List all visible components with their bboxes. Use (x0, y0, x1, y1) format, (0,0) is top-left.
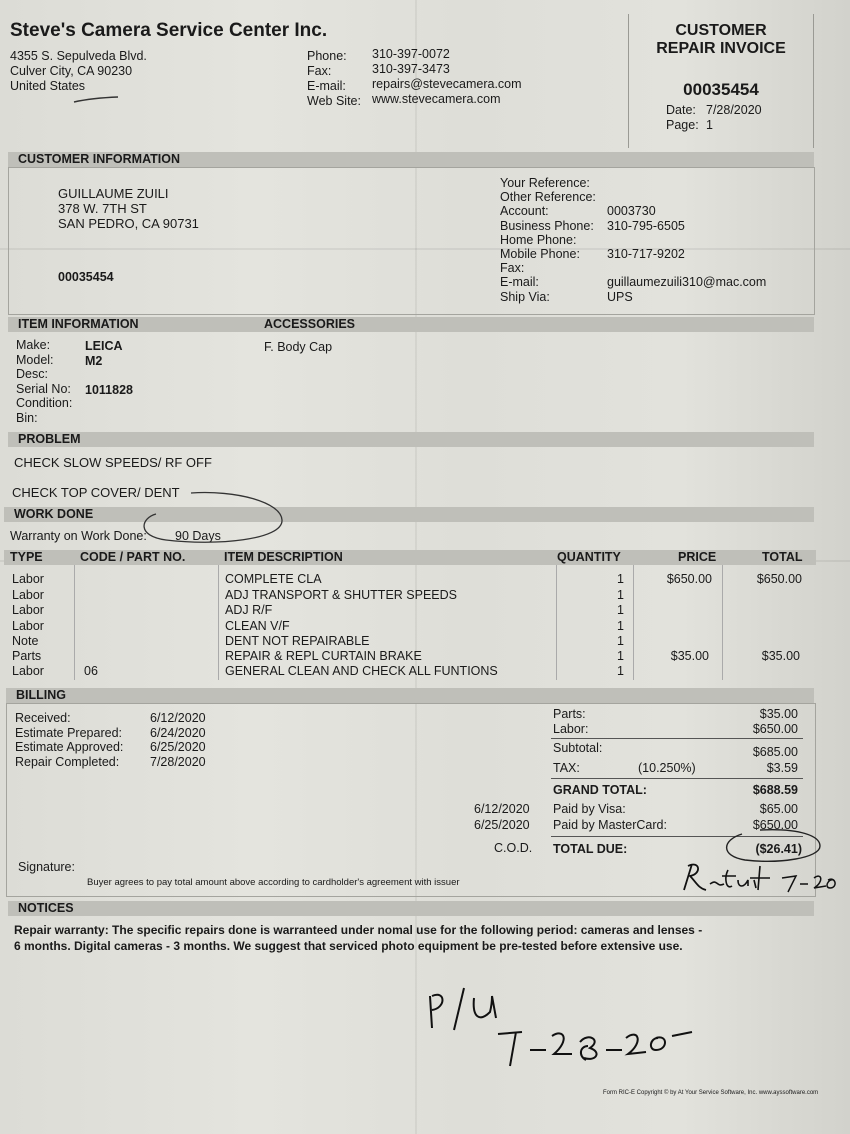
customer-street: 378 W. 7TH ST (58, 201, 147, 216)
field-label: Account: (500, 204, 549, 219)
account-number: 0003730 (607, 204, 656, 219)
visa-amount: $65.00 (759, 802, 798, 816)
row-type: Labor (12, 664, 44, 678)
item-make: LEICA (85, 339, 123, 353)
address-country: United States (10, 79, 86, 93)
bin-label: Bin: (16, 410, 38, 425)
model-label: Model: (16, 352, 54, 367)
column-header-total: TOTAL (762, 550, 803, 564)
phone-value: 310-397-0072 (372, 47, 450, 61)
estimate-prepared-label: Estimate Prepared: (15, 725, 122, 740)
row-description: CLEAN V/F (225, 619, 290, 633)
problem-line: CHECK TOP COVER/ DENT (12, 485, 180, 500)
handwritten-refund-note (678, 856, 850, 898)
row-description: COMPLETE CLA (225, 572, 322, 586)
divider (551, 738, 803, 739)
company-name: Steve's Camera Service Center Inc. (10, 20, 328, 41)
handwritten-pickup-date (492, 1016, 702, 1072)
customer-field-labels (500, 176, 596, 304)
labor-label: Labor: (553, 722, 589, 736)
field-value (607, 190, 766, 204)
invoice-date: 7/28/2020 (706, 103, 762, 117)
row-description: DENT NOT REPAIRABLE (225, 634, 370, 648)
received-label: Received: (15, 711, 71, 725)
invoice-title-line: REPAIR INVOICE (656, 40, 786, 57)
billing-date-labels (15, 711, 123, 769)
tax-label: TAX: (553, 761, 580, 775)
estimate-approved-label: Estimate Approved: (15, 740, 124, 754)
row-type: Note (12, 634, 39, 648)
visa-date: 6/12/2020 (474, 802, 530, 816)
item-labels (16, 338, 72, 425)
cod-label: C.O.D. (494, 841, 533, 855)
phone-label: Phone: (307, 49, 347, 63)
pen-mark-icon (72, 94, 122, 106)
invoice-title-box (628, 14, 814, 148)
parts-label: Parts: (553, 707, 586, 721)
column-divider (556, 565, 557, 680)
column-header-type: TYPE (10, 550, 43, 564)
agreement-text: Buyer agrees to pay total amount above according to cardholder's agreement with issuer (87, 877, 460, 888)
invoice-meta-values (706, 103, 762, 133)
labor-amount: $650.00 (752, 722, 798, 736)
customer-name: GUILLAUME ZUILI (58, 186, 169, 201)
row-total: $650.00 (756, 572, 802, 586)
invoice-number: 00035454 (683, 80, 759, 99)
total-due-label: TOTAL DUE: (553, 842, 628, 856)
customer-address (58, 186, 199, 231)
estimate-approved-date: 6/25/2020 (150, 740, 206, 754)
row-type: Labor (12, 619, 44, 633)
mastercard-amount: $650.00 (752, 818, 798, 832)
form-copyright: Form RIC-E Copyright © by At Your Service Software, Inc. www.ayssoftware.com (603, 1090, 819, 1096)
billing-section-header: BILLING (6, 688, 814, 703)
column-header-price: PRICE (678, 550, 717, 564)
fax-label: Fax: (307, 64, 332, 78)
company-address (10, 49, 147, 94)
field-label: Home Phone: (500, 232, 577, 247)
customer-city: SAN PEDRO, CA 90731 (58, 216, 199, 231)
address-line: Culver City, CA 90230 (10, 64, 133, 78)
field-label: Ship Via: (500, 289, 550, 304)
customer-section-header: CUSTOMER INFORMATION (8, 152, 814, 167)
signature-label: Signature: (18, 860, 75, 874)
field-value (607, 176, 766, 190)
business-phone: 310-795-6505 (607, 218, 685, 233)
tax-amount: $3.59 (766, 761, 798, 775)
estimate-prepared-date: 6/24/2020 (150, 725, 206, 740)
column-divider (74, 565, 75, 680)
problem-line: CHECK SLOW SPEEDS/ RF OFF (14, 455, 212, 470)
row-type: Labor (12, 603, 44, 617)
contact-values (372, 47, 522, 107)
row-type: Labor (12, 572, 44, 586)
column-divider (633, 565, 634, 680)
work-section-header: WORK DONE (4, 507, 814, 522)
row-quantity: 1 (617, 619, 624, 633)
item-section-header (8, 317, 814, 332)
make-label: Make: (16, 338, 51, 352)
fax-value: 310-397-3473 (372, 62, 450, 76)
tax-rate: (10.250%) (638, 761, 696, 775)
pen-circle-icon (136, 488, 288, 550)
repair-completed-label: Repair Completed: (15, 754, 120, 769)
customer-email: guillaumezuili310@mac.com (607, 275, 767, 290)
page-label: Page: (666, 118, 699, 132)
website-value: www.stevecamera.com (372, 92, 501, 106)
column-header-description: ITEM DESCRIPTION (224, 550, 343, 564)
warranty-label: Warranty on Work Done: (10, 529, 147, 543)
column-header-quantity: QUANTITY (557, 550, 621, 564)
table-header (4, 550, 816, 565)
date-label: Date: (666, 103, 696, 117)
row-description: GENERAL CLEAN AND CHECK ALL FUNTIONS (225, 664, 498, 678)
row-description: ADJ TRANSPORT & SHUTTER SPEEDS (225, 588, 457, 602)
accessories-header: ACCESSORIES (264, 317, 355, 331)
grand-total-amount: $688.59 (752, 783, 798, 797)
customer-field-values (607, 176, 766, 304)
grand-total-label: GRAND TOTAL: (553, 783, 647, 797)
field-label: E-mail: (500, 275, 539, 290)
accessory-item: F. Body Cap (264, 340, 333, 354)
address-line: 4355 S. Sepulveda Blvd. (10, 49, 147, 63)
divider (551, 778, 803, 779)
serial-label: Serial No: (16, 381, 71, 396)
row-price: $650.00 (666, 572, 712, 586)
row-quantity: 1 (617, 603, 624, 617)
problem-section-header: PROBLEM (8, 432, 814, 447)
received-date: 6/12/2020 (150, 711, 206, 725)
notices-section-header: NOTICES (8, 901, 814, 916)
mobile-phone: 310-717-9202 (607, 247, 685, 262)
mastercard-label: Paid by MasterCard: (553, 818, 667, 832)
column-divider (218, 565, 219, 680)
notice-line: 6 months. Digital cameras - 3 months. We suggest that serviced photo equipment be pre-tested before extensive use. (14, 939, 683, 953)
email-value: repairs@stevecamera.com (372, 77, 522, 91)
field-label: Business Phone: (500, 218, 594, 233)
customer-ref-number: 00035454 (58, 270, 114, 284)
field-value (607, 233, 766, 247)
row-type: Labor (12, 588, 44, 602)
item-model: M2 (85, 354, 103, 368)
row-type: Parts (12, 649, 42, 663)
field-label: Other Reference: (500, 190, 596, 205)
field-value (607, 261, 766, 275)
visa-label: Paid by Visa: (553, 802, 626, 816)
notice-line: Repair warranty: The specific repairs done is warranteed under nomal use for the following period: cameras and lenses - (14, 923, 703, 937)
item-header-label: ITEM INFORMATION (18, 317, 139, 331)
invoice-title-line: CUSTOMER (675, 22, 767, 39)
total-due-amount: ($26.41) (755, 842, 802, 856)
row-description: ADJ R/F (225, 603, 273, 617)
row-quantity: 1 (617, 649, 624, 663)
warranty-value: 90 Days (175, 529, 221, 543)
invoice-meta-labels (666, 103, 699, 133)
row-quantity: 1 (617, 664, 624, 678)
email-label: E-mail: (307, 79, 346, 93)
ship-via: UPS (607, 289, 633, 304)
repair-completed-date: 7/28/2020 (150, 754, 206, 769)
condition-label: Condition: (16, 396, 73, 410)
subtotal-amount: $685.00 (752, 745, 798, 759)
desc-label: Desc: (16, 367, 48, 381)
row-quantity: 1 (617, 634, 624, 648)
row-description: REPAIR & REPL CURTAIN BRAKE (225, 649, 422, 663)
subtotal-label: Subtotal: (553, 741, 603, 755)
contact-labels (307, 49, 361, 109)
field-label: Fax: (500, 261, 525, 276)
column-divider (722, 565, 723, 680)
field-label: Mobile Phone: (500, 247, 580, 262)
invoice-page: 1 (706, 118, 713, 132)
row-total: $35.00 (761, 649, 800, 663)
row-quantity: 1 (617, 588, 624, 602)
billing-date-values (150, 711, 206, 769)
notices-text (14, 922, 702, 954)
row-quantity: 1 (617, 572, 624, 586)
invoice-title (629, 22, 813, 58)
row-code: 06 (84, 664, 98, 678)
column-header-code: CODE / PART NO. (80, 550, 186, 564)
website-label: Web Site: (307, 94, 361, 108)
mastercard-date: 6/25/2020 (474, 818, 530, 832)
item-serial: 1011828 (85, 383, 133, 397)
field-label: Your Reference: (500, 176, 590, 190)
parts-amount: $35.00 (759, 707, 798, 721)
row-price: $35.00 (670, 649, 709, 663)
